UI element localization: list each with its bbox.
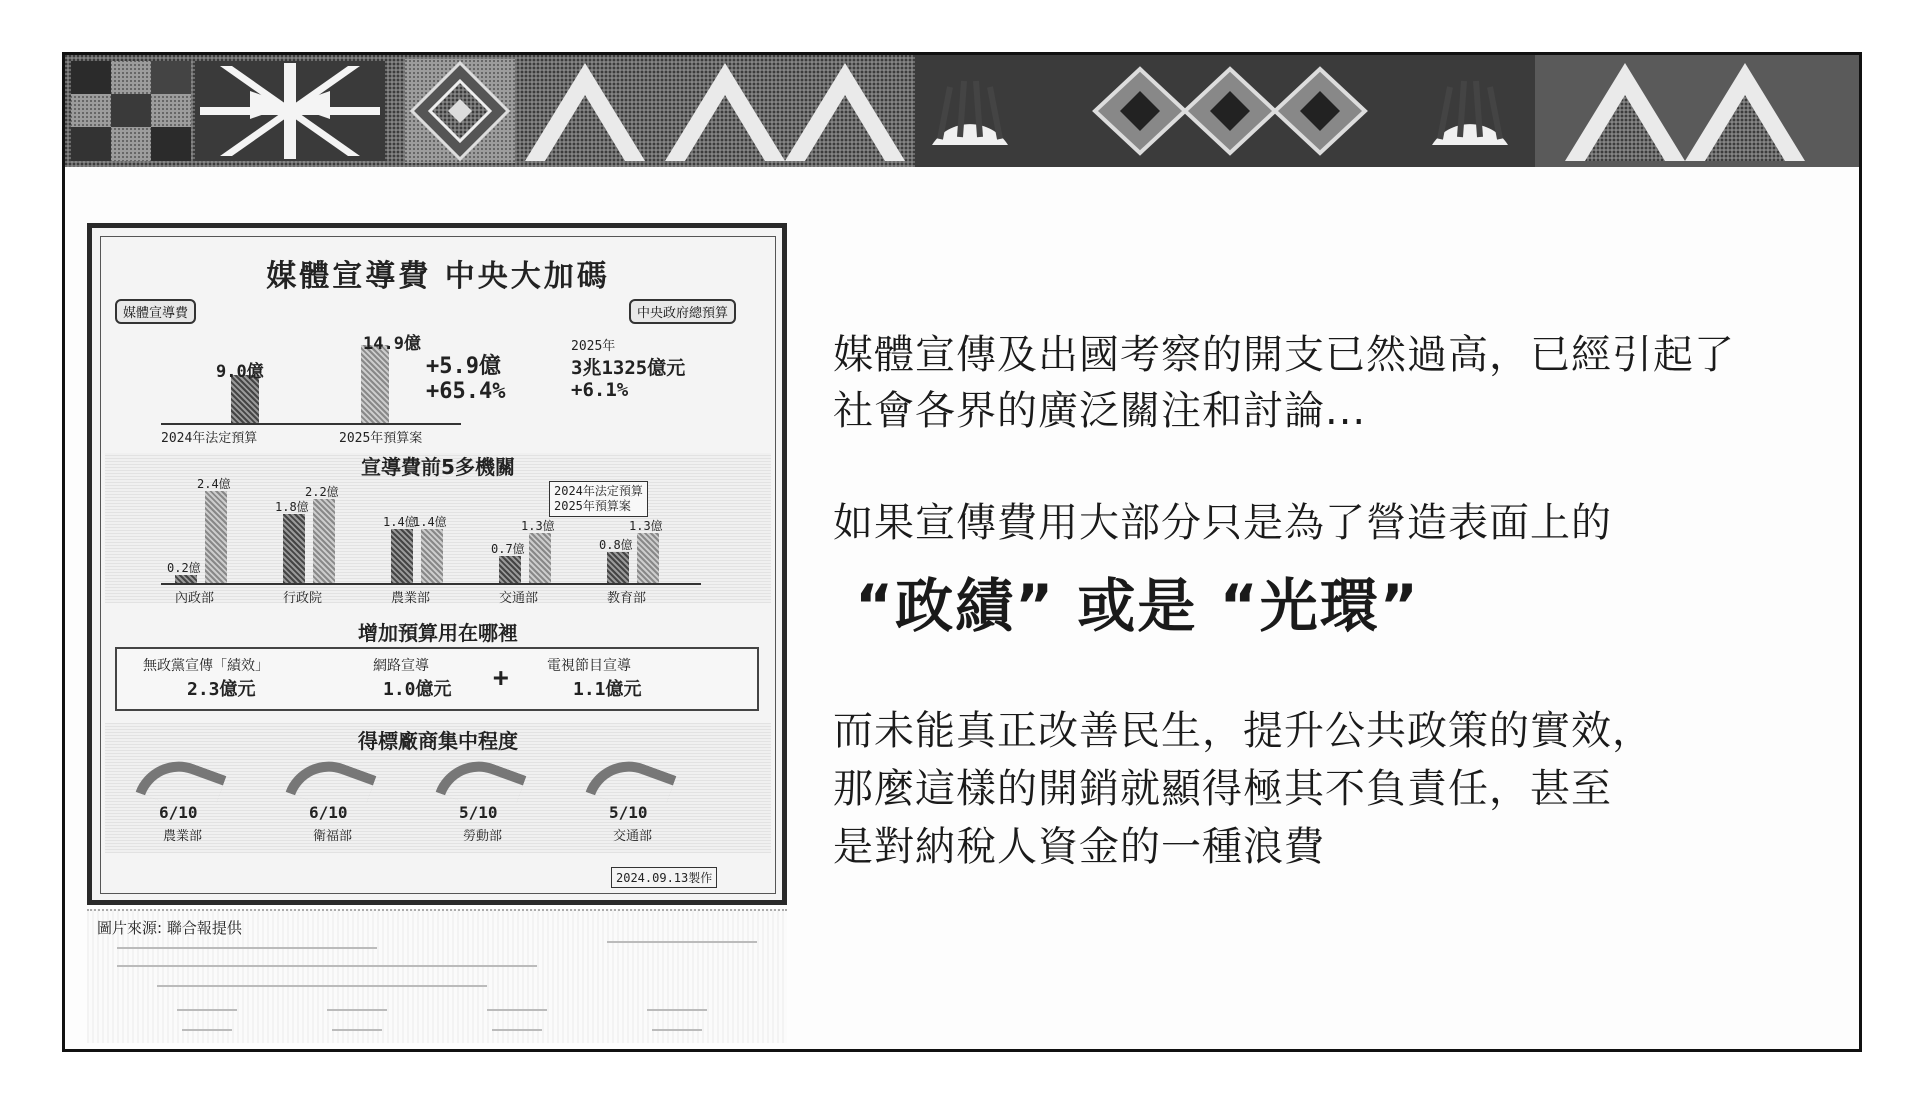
ministry-bar-2025 bbox=[205, 491, 227, 583]
ministry-value-label: 1.3億 bbox=[629, 519, 663, 533]
ministry-bar-2025 bbox=[421, 529, 443, 583]
ministry-name: 行政院 bbox=[283, 591, 323, 606]
ministry-name: 交通部 bbox=[499, 591, 539, 606]
use1-label: 無政黨宣傳「績效」 bbox=[143, 658, 269, 674]
ministry-name: 農業部 bbox=[391, 591, 431, 606]
document-frame bbox=[62, 52, 1862, 1052]
ministry-bar-2025 bbox=[637, 533, 659, 583]
paragraph-2-line-1: 如果宣傳費用大部分只是為了營造表面上的 bbox=[833, 500, 1612, 546]
budget-year: 2025年 bbox=[571, 339, 616, 354]
use3-value: 1.1億元 bbox=[573, 679, 642, 700]
ministry-value-label: 2.4億 bbox=[197, 477, 231, 491]
ministry-bar-2024 bbox=[499, 556, 521, 583]
paragraph-3-line-3: 是對納稅人資金的一種浪費 bbox=[833, 824, 1325, 870]
ministry-value-label: 0.7億 bbox=[491, 542, 525, 556]
date-stamp: 2024.09.13製作 bbox=[611, 867, 717, 888]
decorative-banner bbox=[65, 55, 1859, 167]
x-label-2024: 2024年法定預算 bbox=[161, 431, 258, 446]
budget-growth: +6.1% bbox=[571, 379, 629, 401]
ministry-name: 內政部 bbox=[175, 591, 215, 606]
bar-2025-label: 14.9億 bbox=[363, 334, 421, 354]
ministry-bar-2025 bbox=[529, 533, 551, 583]
ministry-value-label: 1.8億 bbox=[275, 500, 309, 514]
bar-2024 bbox=[231, 375, 259, 423]
news-clipping bbox=[87, 223, 787, 1041]
budget-total: 3兆1325億元 bbox=[571, 357, 686, 379]
ministry-bar-2024 bbox=[607, 552, 629, 583]
ministry-value-label: 1.4億 bbox=[413, 515, 447, 529]
paragraph-3-line-1: 而未能真正改善民生，提升公共政策的實效， bbox=[833, 708, 1653, 754]
concentration-score: 6/10 bbox=[309, 803, 348, 822]
concentration-score: 5/10 bbox=[609, 803, 648, 822]
concentration-agency: 交通部 bbox=[613, 829, 653, 844]
ministry-bar-2024 bbox=[175, 575, 197, 583]
photo-caption bbox=[87, 909, 787, 1043]
caption-source: 圖片來源: 聯合報提供 bbox=[97, 919, 242, 937]
paragraph-1-line-1: 媒體宣傳及出國考察的開支已然過高，已經引起了 bbox=[833, 332, 1735, 378]
paragraph-2-emphasis: “政績” 或是 “光環” bbox=[855, 572, 1420, 640]
infographic bbox=[87, 223, 787, 905]
top5-legend: 2024年法定預算 2025年預算案 bbox=[549, 481, 648, 517]
ministry-value-label: 2.2億 bbox=[305, 485, 339, 499]
delta-amount: +5.9億 bbox=[426, 354, 501, 379]
infographic-title: 媒體宣導費 中央大加碼 bbox=[266, 259, 610, 294]
concentration-title: 得標廠商集中程度 bbox=[358, 729, 518, 753]
ministry-bar-2024 bbox=[391, 529, 413, 583]
concentration-agency: 勞動部 bbox=[463, 829, 503, 844]
uses-title: 增加預算用在哪裡 bbox=[358, 621, 518, 645]
concentration-agency: 農業部 bbox=[163, 829, 203, 844]
concentration-score: 6/10 bbox=[159, 803, 198, 822]
ministry-bar-2025 bbox=[313, 499, 335, 583]
ministry-name: 教育部 bbox=[607, 591, 647, 606]
tag-central-budget: 中央政府總預算 bbox=[629, 299, 736, 324]
x-label-2025: 2025年預算案 bbox=[339, 431, 423, 446]
ministry-value-label: 0.2億 bbox=[167, 561, 201, 575]
ministry-bar-2024 bbox=[283, 514, 305, 583]
checker-motif bbox=[71, 61, 191, 161]
ministry-value-label: 0.8億 bbox=[599, 538, 633, 552]
uses-box bbox=[115, 647, 759, 711]
top5-title: 宣導費前5多機關 bbox=[361, 455, 515, 479]
use2-label: 網路宣導 bbox=[373, 658, 429, 674]
concentration-score: 5/10 bbox=[459, 803, 498, 822]
snowflake-motif bbox=[195, 61, 385, 161]
paragraph-3-line-2: 那麼這樣的開銷就顯得極其不負責任，甚至 bbox=[833, 766, 1612, 812]
paragraph-1-line-2: 社會各界的廣泛關注和討論... bbox=[833, 388, 1367, 434]
diamond-quilt-motif bbox=[405, 59, 515, 163]
top5-bar-chart bbox=[161, 477, 701, 585]
use3-label: 電視節目宣導 bbox=[547, 658, 631, 674]
ministry-value-label: 1.4億 bbox=[383, 515, 417, 529]
use1-value: 2.3億元 bbox=[187, 679, 256, 700]
plus-sign: + bbox=[493, 663, 509, 693]
bar-2025 bbox=[361, 345, 389, 423]
bar-2024-label: 9.0億 bbox=[216, 362, 264, 382]
triangle-motif bbox=[1535, 55, 1859, 167]
ministry-value-label: 1.3億 bbox=[521, 519, 555, 533]
use2-value: 1.0億元 bbox=[383, 679, 452, 700]
concentration-agency: 衛福部 bbox=[313, 829, 353, 844]
delta-percent: +65.4% bbox=[426, 379, 506, 404]
tag-media-budget: 媒體宣導費 bbox=[115, 299, 196, 324]
